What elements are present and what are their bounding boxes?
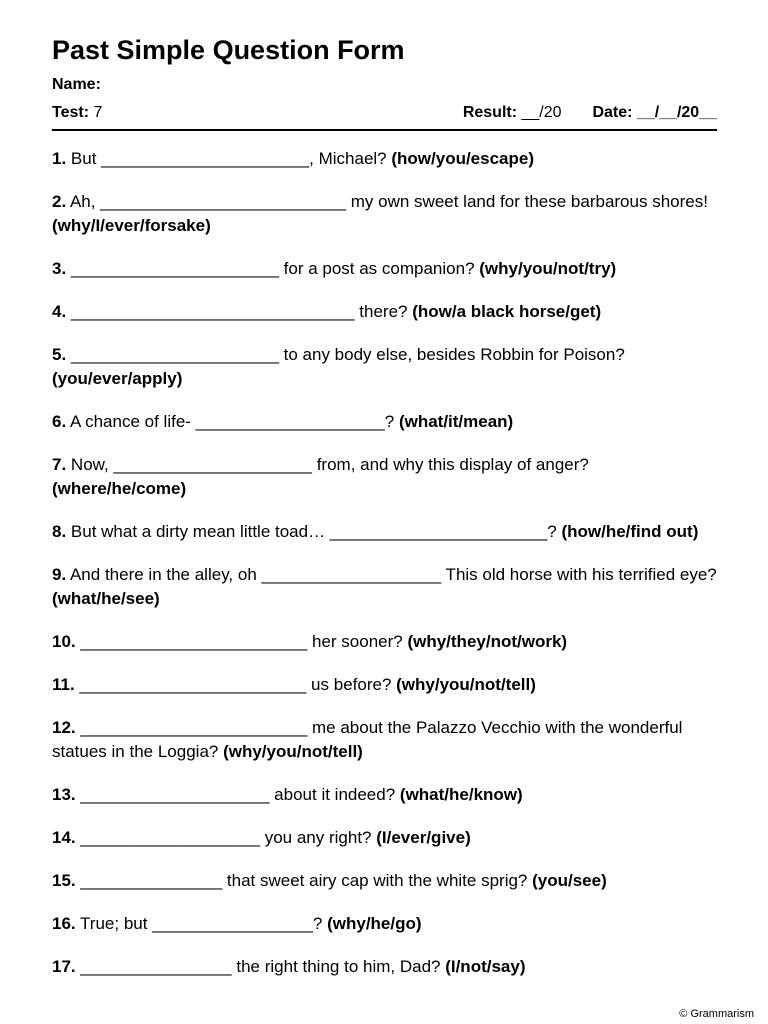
- question-text: ________________ the right thing to him, Dad?: [75, 957, 446, 976]
- question-number: 7.: [52, 455, 67, 474]
- question-item: [52, 826, 717, 850]
- question-number: 12.: [52, 718, 76, 737]
- question-text: True; but _________________?: [75, 914, 328, 933]
- question-item: [52, 912, 717, 936]
- question-hint: (why/you/not/try): [479, 259, 617, 278]
- question-hint: (why/they/not/work): [407, 632, 568, 651]
- question-item: [52, 257, 717, 281]
- question-number: 8.: [52, 522, 67, 541]
- question-item: [52, 783, 717, 807]
- question-number: 5.: [52, 345, 67, 364]
- question-hint: (I/not/say): [445, 957, 526, 976]
- question-text: ________________________ her sooner?: [75, 632, 408, 651]
- question-hint: (why/you/not/tell): [396, 675, 536, 694]
- question-hint: (I/ever/give): [376, 828, 471, 847]
- question-text: _______________ that sweet airy cap with the white sprig?: [75, 871, 533, 890]
- result-label: Result:: [462, 104, 518, 121]
- question-item: [52, 955, 717, 979]
- question-hint: (how/you/escape): [391, 149, 534, 168]
- question-item: [52, 563, 717, 611]
- question-item: [52, 520, 717, 544]
- question-text: Ah, __________________________ my own sweet land for these barbarous shores!: [66, 192, 708, 211]
- header-divider: [52, 129, 717, 131]
- copyright-notice: © Grammarism: [679, 1008, 754, 1020]
- question-text: And there in the alley, oh ___________________ This old horse with his terrified eye?: [66, 565, 717, 584]
- date-label: Date:: [592, 104, 633, 121]
- question-hint: (how/a black horse/get): [412, 302, 602, 321]
- question-text: But what a dirty mean little toad… _______________________?: [66, 522, 562, 541]
- question-hint: (you/see): [532, 871, 607, 890]
- test-value: 7: [93, 104, 103, 121]
- question-item: [52, 630, 717, 654]
- date-value: __/__/20__: [636, 104, 717, 121]
- question-text: ________________________ us before?: [74, 675, 397, 694]
- question-item: [52, 673, 717, 697]
- question-text: ______________________ for a post as companion?: [66, 259, 480, 278]
- question-number: 2.: [52, 192, 67, 211]
- result-date-info: [463, 102, 717, 124]
- question-text: But ______________________, Michael?: [66, 149, 392, 168]
- question-number: 9.: [52, 565, 67, 584]
- name-field: [52, 74, 717, 96]
- question-number: 1.: [52, 149, 67, 168]
- question-text: ___________________ you any right?: [75, 828, 377, 847]
- question-hint: (where/he/come): [52, 479, 187, 498]
- question-item: [52, 300, 717, 324]
- question-hint: (how/he/find out): [561, 522, 699, 541]
- question-item: [52, 410, 717, 434]
- question-text: ________________________ me about the Palazzo Vecchio with the wonderful statues in the Loggia?: [52, 718, 683, 761]
- question-hint: (what/he/know): [399, 785, 523, 804]
- question-item: [52, 716, 717, 764]
- name-label: Name:: [52, 76, 101, 93]
- question-text: Now, _____________________ from, and why this display of anger?: [66, 455, 589, 474]
- page-title: Past Simple Question Form: [52, 35, 405, 65]
- test-info: [52, 102, 102, 124]
- question-hint: (why/he/go): [327, 914, 422, 933]
- question-item: [52, 190, 717, 238]
- question-hint: (why/you/not/tell): [223, 742, 363, 761]
- question-number: 10.: [52, 632, 76, 651]
- question-number: 17.: [52, 957, 76, 976]
- question-number: 3.: [52, 259, 67, 278]
- question-item: [52, 343, 717, 391]
- question-number: 4.: [52, 302, 67, 321]
- question-text: ______________________ to any body else, besides Robbin for Poison?: [66, 345, 625, 364]
- question-hint: (what/it/mean): [398, 412, 514, 431]
- question-number: 11.: [52, 675, 75, 694]
- question-number: 16.: [52, 914, 76, 933]
- worksheet: [52, 30, 717, 998]
- question-item: [52, 147, 717, 171]
- question-text: ____________________ about it indeed?: [75, 785, 400, 804]
- test-info-row: [52, 102, 717, 124]
- question-hint: (why/I/ever/forsake): [52, 216, 211, 235]
- question-text: A chance of life- ____________________?: [66, 412, 399, 431]
- test-label: Test:: [52, 104, 90, 121]
- question-hint: (you/ever/apply): [52, 369, 183, 388]
- question-list: [52, 147, 717, 979]
- result-value: __/20: [521, 104, 562, 121]
- question-number: 14.: [52, 828, 76, 847]
- question-hint: (what/he/see): [52, 589, 160, 608]
- question-number: 15.: [52, 871, 76, 890]
- question-text: ______________________________ there?: [66, 302, 413, 321]
- question-item: [52, 453, 717, 501]
- question-number: 6.: [52, 412, 67, 431]
- question-number: 13.: [52, 785, 76, 804]
- question-item: [52, 869, 717, 893]
